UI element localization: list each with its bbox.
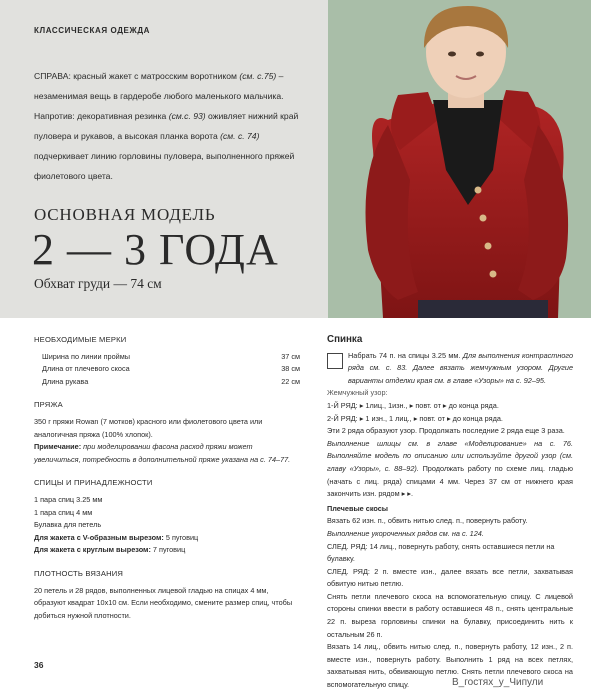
dropcap-box <box>327 353 343 369</box>
yarn-note-text: при моделировании фасона расход пряжи может увеличиться, потребность в дополнительной пряже указана на с. 74–77. <box>34 442 291 464</box>
gauge-text: 20 петель и 28 рядов, выполненных лицевой гладью на спицах 4 мм, образуют квадрат 10х10 см. Если необходимо, смените размер спиц, чтобы добиться нужной плотности. <box>34 585 293 620</box>
measurement-label: Ширина по линии проймы <box>42 351 130 361</box>
tools-heading: СПИЦЫ И ПРИНАДЛЕЖНОСТИ <box>34 478 153 488</box>
yarn-note-label: Примечание: <box>34 442 82 452</box>
buttons-v-neck: Для жакета с V-образным вырезом: 5 пуговиц <box>34 532 199 542</box>
shoulders-text: СЛЕД. РЯД: 14 лиц., повернуть работу, снять оставшиеся петли на булавку. <box>327 541 555 564</box>
measurement-label: Длина от плечевого скоса <box>42 364 130 374</box>
page-number: 36 <box>34 660 44 670</box>
measurement-value: 38 см <box>281 364 300 374</box>
shoulders-text: Вязать 14 лиц., обвить нитью след. п., повернуть работу, 12 изн., 2 п. вместе изн., повернуть работу. Выполнить 1 ряд на всех петлях, захватывая нить, обвивающую петлю. Снять петли плечевого скоса на вспомогательную спицу. <box>327 642 573 690</box>
measurements-block <box>34 334 300 388</box>
right-column <box>327 334 573 692</box>
section-tag: КЛАССИЧЕСКАЯ ОДЕЖДА <box>34 26 151 35</box>
gauge-heading: ПЛОТНОСТЬ ВЯЗАНИЯ <box>34 568 124 578</box>
yarn-note <box>34 441 300 466</box>
shoulders-text: Вязать 62 изн. п., обвить нитью след. п., повернуть работу. <box>327 516 528 526</box>
measurement-value: 37 см <box>281 351 300 361</box>
shoulders-text: СЛЕД. РЯД: 2 п. вместе изн., далее вязать все петли, захватывая обвитую нитью петлю. <box>327 566 573 589</box>
gauge-block <box>34 568 300 622</box>
tools-block <box>34 477 300 557</box>
buttons-round-neck: Для жакета с круглым вырезом: 7 пуговиц <box>34 545 186 555</box>
pattern-label: Жемчужный узор: <box>327 388 388 398</box>
measurement-row <box>34 376 300 389</box>
yarn-text: 350 г пряжи Rowan (7 мотков) красного или фиолетового цвета или аналогичная пряжа (100% хлопок). <box>34 416 263 439</box>
tools-item: 1 пара спиц 4 мм <box>34 507 93 517</box>
yarn-heading: ПРЯЖА <box>34 400 63 410</box>
model-size-title: 2 — 3 ГОДА <box>32 225 279 274</box>
yarn-block <box>34 399 300 466</box>
measurement-row <box>34 351 300 364</box>
watermark: В_гостях_у_Чипули <box>452 677 544 688</box>
tools-item: 1 пара спиц 3.25 мм <box>34 494 103 504</box>
back-modeling: Выполнение шлицы см. в главе «Моделирование» на с. 76. Выполняйте модель по описанию или используйте другой узор (см. главу «Узоры», с. 88–92). Продолжать работу по схеме лиц. гладью (начать с лиц. ряда) спицами 4 мм. Через 37 см от нижнего края закончить изн. рядом ▸ ▸. <box>327 438 573 499</box>
pattern-repeat: Эти 2 ряда образуют узор. Продолжать последние 2 ряда еще 3 раза. <box>327 426 565 436</box>
measurement-value: 22 см <box>281 376 300 386</box>
tools-item: Булавка для петель <box>34 520 102 530</box>
measurements-heading: НЕОБХОДИМЫЕ МЕРКИ <box>34 335 127 344</box>
model-label: ОСНОВНАЯ МОДЕЛЬ <box>34 205 216 224</box>
shoulders-title: Плечевые скосы <box>327 503 389 513</box>
intro-caption: СПРАВА: красный жакет с матросским воротником (см. с.75) – незаменимая вещь в гардеробе любого маленького мальчика. Напротив: декоративная резинка (см.с. 93) оживляет нижний край пуловера и рукавов, а высокая планка ворота (см. с. 74) подчеркивает линию горловины пуловера, выполненного пряжей фиолетового цвета. <box>34 71 299 181</box>
shoulders-text: Снять петли плечевого скоса на вспомогательную спицу. С лицевой стороны спинки ввести в работу оставшиеся 48 п., снять центральные 22 п. выреза горловины спинки на булавку, присоединить нить к остальным 26 п. <box>327 591 573 639</box>
boy-illustration <box>328 0 591 318</box>
back-lead: Набрать 74 п. на спицы 3.25 мм. Для выполнения контрастного ряда см. с. 83. Далее вязать жемчужным узором. Другие варианты отделки края см. в главе «Узоры» на с. 92–95. <box>327 350 573 388</box>
pattern-row-2: 2-Й РЯД: ▸ 1 изн., 1 лиц., ▸ повт. от ▸ до конца ряда. <box>327 413 503 423</box>
chest-size: Обхват груди — 74 см <box>34 276 162 291</box>
shoulders-ref: Выполнение укороченных рядов см. на с. 124. <box>327 528 484 538</box>
measurement-label: Длина рукава <box>42 376 89 386</box>
pattern-row-1: 1-Й РЯД: ▸ 1лиц., 1изн., ▸ повт. от ▸ до конца ряда. <box>327 400 499 410</box>
measurement-row <box>34 363 300 376</box>
left-column <box>34 334 300 622</box>
boy-photo <box>328 0 591 318</box>
back-title: Спинка <box>327 334 363 345</box>
